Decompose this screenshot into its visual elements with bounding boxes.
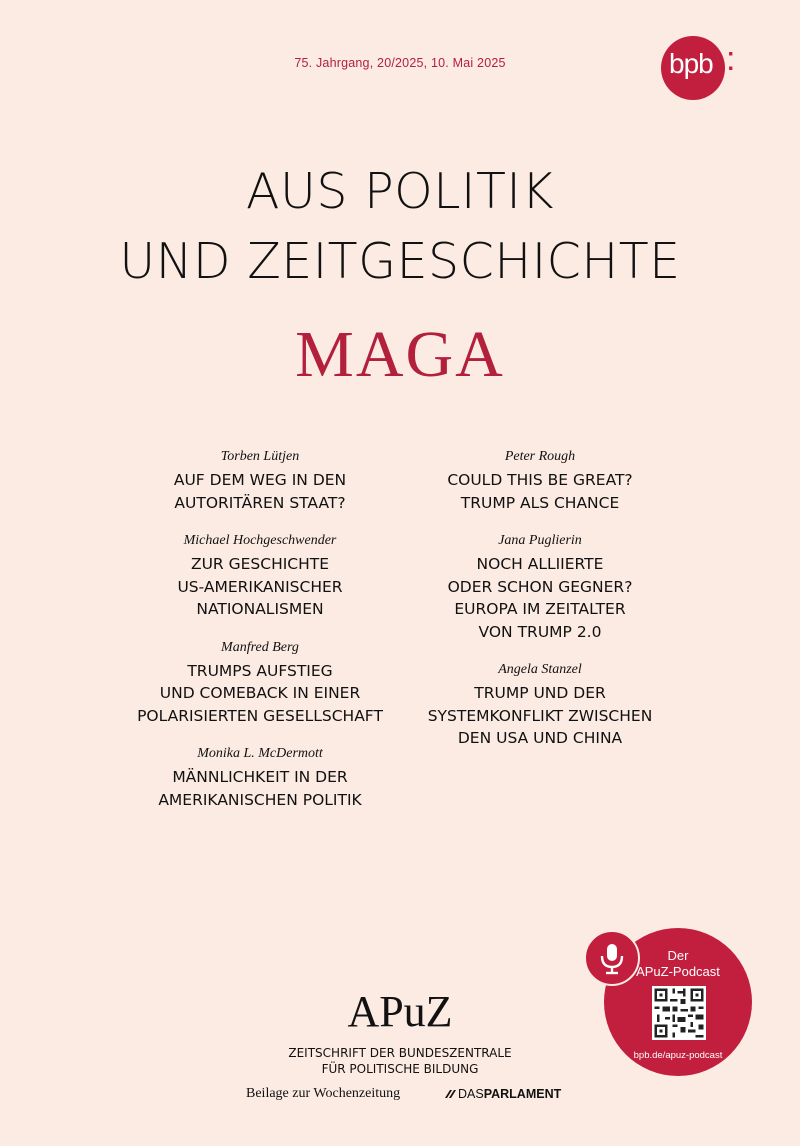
article-entry[interactable] bbox=[400, 532, 680, 643]
article-title: TRUMP UND DER SYSTEMKONFLIKT ZWISCHEN DEN USA UND CHINA bbox=[427, 684, 653, 747]
magazine-title-line-2: UND ZEITGESCHICHTE bbox=[119, 233, 681, 290]
eagle-mark-icon bbox=[444, 1089, 458, 1099]
podcast-label-name: APuZ-Podcast bbox=[636, 964, 720, 979]
article-author: Michael Hochgeschwender bbox=[183, 533, 337, 548]
podcast-label-der: Der bbox=[667, 948, 689, 963]
microphone-icon bbox=[584, 930, 640, 986]
bpb-logo[interactable] bbox=[661, 36, 725, 100]
supplement-note: Beilage zur Wochenzeitung bbox=[246, 1086, 401, 1101]
das-parlament-parlament: PARLAMENT bbox=[483, 1087, 562, 1101]
edition-info: 75. Jahrgang, 20/2025, 10. Mai 2025 bbox=[294, 56, 506, 70]
article-entry[interactable] bbox=[120, 639, 400, 728]
article-title: ZUR GESCHICHTE US-AMERIKANISCHER NATIONALISMEN bbox=[177, 555, 343, 618]
publisher-line-1: ZEITSCHRIFT DER BUNDESZENTRALE bbox=[288, 1046, 512, 1060]
article-entry[interactable] bbox=[400, 448, 680, 514]
article-author: Monika L. McDermott bbox=[197, 746, 323, 761]
podcast-url[interactable]: bpb.de/apuz-podcast bbox=[633, 1050, 723, 1061]
article-author: Torben Lütjen bbox=[220, 449, 300, 464]
article-title: MÄNNLICHKEIT IN DER AMERIKANISCHEN POLITIK bbox=[158, 768, 362, 809]
article-title: AUF DEM WEG IN DEN AUTORITÄREN STAAT? bbox=[173, 471, 347, 512]
publisher-line-2: FÜR POLITISCHE BILDUNG bbox=[321, 1062, 479, 1076]
article-title: COULD THIS BE GREAT? TRUMP ALS CHANCE bbox=[447, 471, 633, 512]
article-title: NOCH ALLIIERTE ODER SCHON GEGNER? EUROPA IM ZEITALTER VON TRUMP 2.0 bbox=[447, 555, 633, 641]
article-author: Peter Rough bbox=[504, 449, 576, 464]
article-author: Manfred Berg bbox=[221, 639, 299, 655]
articles-right-column bbox=[400, 448, 680, 768]
das-parlament-das: DAS bbox=[458, 1087, 484, 1101]
apuz-logo: APuZ bbox=[347, 987, 453, 1036]
issue-topic: MAGA bbox=[295, 318, 505, 391]
das-parlament-logo bbox=[444, 1087, 561, 1101]
articles-left-column bbox=[120, 448, 400, 829]
article-title: TRUMPS AUFSTIEG UND COMEBACK IN EINER POLARISIERTEN GESELLSCHAFT bbox=[137, 661, 383, 725]
article-author: Angela Stanzel bbox=[498, 662, 582, 677]
article-entry[interactable] bbox=[120, 448, 400, 514]
article-entry[interactable] bbox=[120, 745, 400, 811]
article-entry[interactable] bbox=[400, 661, 680, 750]
bpb-logo-text: bpb bbox=[669, 48, 713, 79]
bpb-logo-colon: : bbox=[726, 40, 736, 78]
article-entry[interactable] bbox=[120, 532, 400, 621]
article-author: Jana Puglierin bbox=[498, 533, 582, 548]
magazine-title-line-1: AUS POLITIK bbox=[246, 163, 554, 220]
